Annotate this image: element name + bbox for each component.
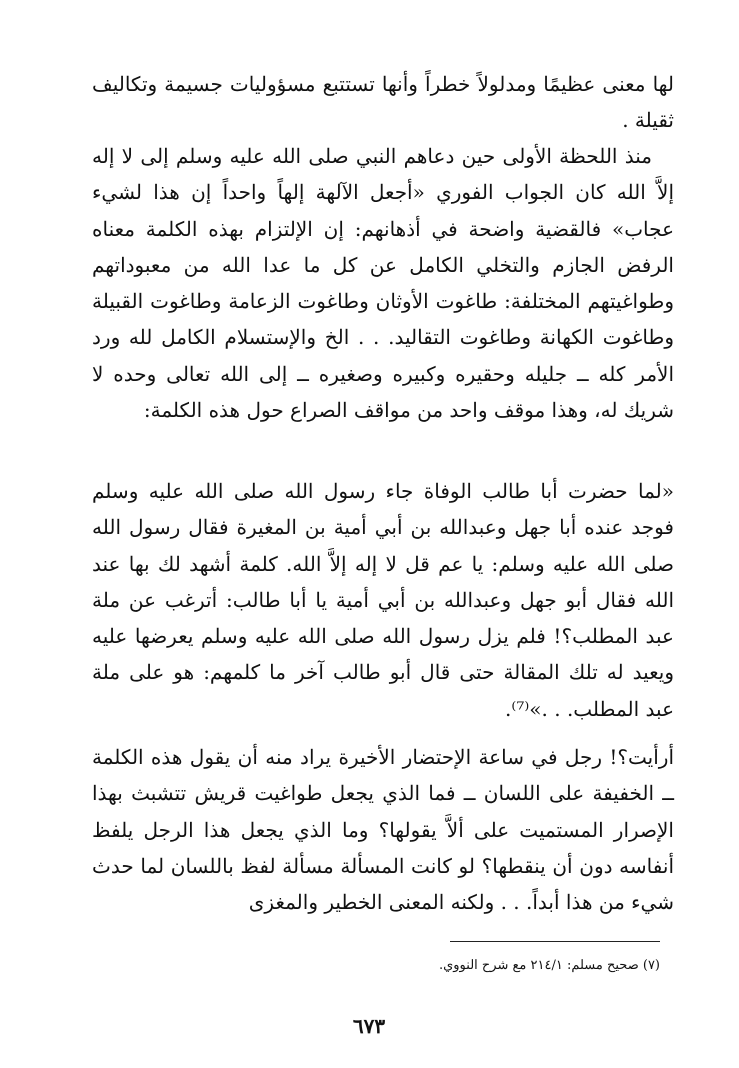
footnote-text: (٧) صحيح مسلم: ٢١٤/١ مع شرح النووي. [438,958,660,973]
paragraph-continuation: لها معنى عظيمًا ومدلولاً خطراً وأنها تستتبع مسؤوليات جسيمة وتكاليف ثقيلة . [92,72,674,133]
paragraph-hadith-quote: «لما حضرت أبا طالب الوفاة جاء رسول الله صلى الله عليه وسلم فوجد عنده أبا جهل وعبدالله بن أبي أمية بن المغيرة فقال رسول الله صلى الله عليه وسلم: يا عم قل لا إله إلاَّ الله. كلمة أشهد لك بها عند الله فقال أبو جهل وعبدالله بن أبي أمية يا أبا طالب: أترغب عن ملة عبد المطلب؟! فلم يزل رسول الله صلى الله عليه وسلم يعرضها عليه ويعيد له تلك المقالة حتى قال أبو طالب آخر ما كلمهم: هو على ملة عبد المطلب. . .»⁽⁷⁾. [92,479,674,721]
footnote-divider [450,941,660,942]
page-number: ٦٧٣ [352,1014,386,1038]
paragraph-first-moment: منذ اللحظة الأولى حين دعاهم النبي صلى الله عليه وسلم إلى لا إله إلاَّ الله كان الجواب الفوري «أجعل الآلهة إلهاً واحداً إن هذا لشيء عجاب» فالقضية واضحة في أذهانهم: إن الإلتزام بهذه الكلمة معناه الرفض الجازم والتخلي الكامل عن كل ما عدا الله من معبوداتهم وطواغيتهم المختلفة: طاغوت الأوثان وطاغوت الزعامة وطاغوت القبيلة وطاغوت الكهانة وطاغوت التقاليد. . . الخ والإستسلام الكامل لله ورد الأمر كله ــ جليله وحقيره وكبيره وصغيره ــ إلى الله تعالى وحده لا شريك له، وهذا موقف واحد من مواقف الصراع حول هذه الكلمة: [92,144,675,423]
paragraph-reflection: أرأيت؟! رجل في ساعة الإحتضار الأخيرة يراد منه أن يقول هذه الكلمة ــ الخفيفة على اللسان ــ فما الذي يجعل طواغيت قريش تتشبث بهذا الإصرار المستميت على ألاَّ يقولها؟ وما الذي يجعل هذا الرجل يلفظ أنفاسه دون أن ينقطها؟ لو كانت المسألة مسألة لفظ باللسان لما حدث شيء من هذا أبداً. . . ولكنه المعنى الخطير والمغزى [92,745,674,915]
